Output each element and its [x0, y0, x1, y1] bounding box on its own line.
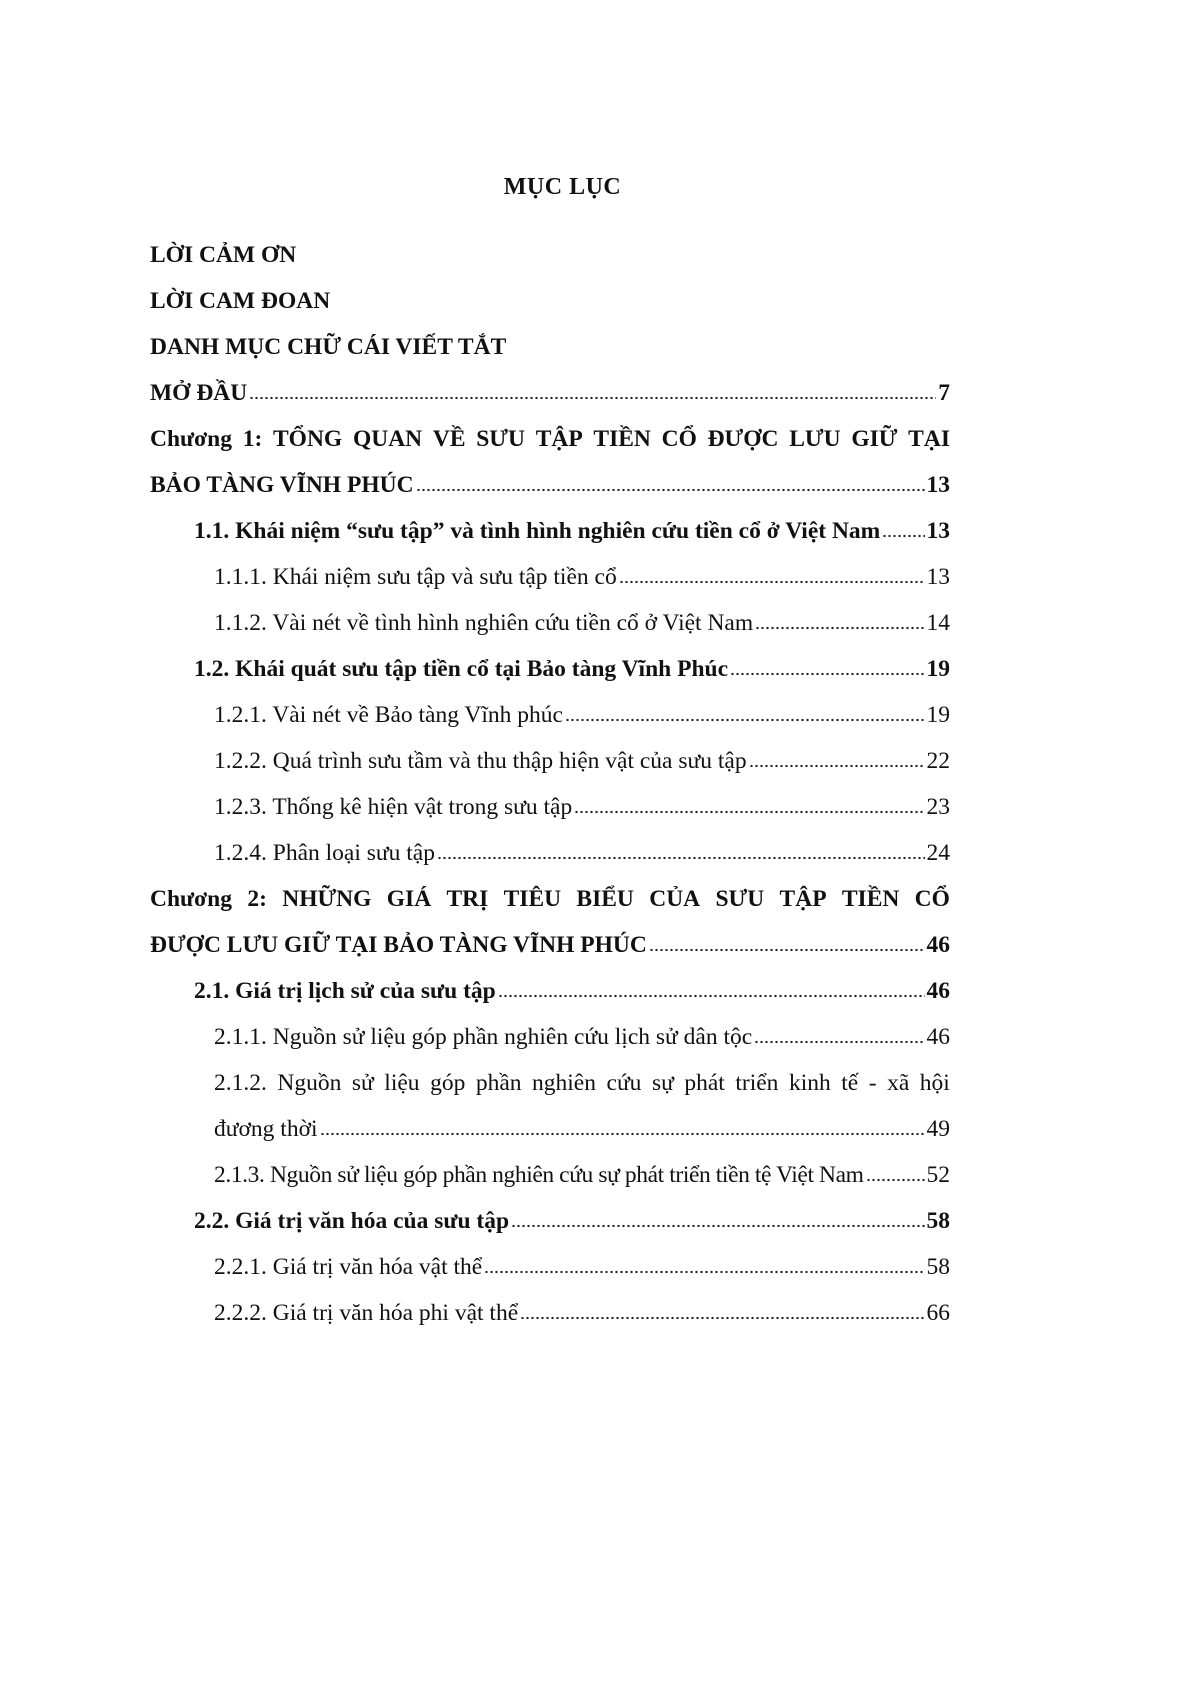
toc-entry-2-2-1 [150, 1244, 950, 1290]
word: tế [841, 1070, 859, 1096]
word: SƯU [476, 426, 525, 452]
dot-leader [565, 712, 925, 722]
word: LƯU [789, 426, 841, 452]
dot-leader [498, 988, 925, 998]
toc-entry-2-1 [150, 968, 950, 1014]
toc-entry-2-1-2-line2 [150, 1106, 950, 1152]
toc-entry-1-2-2 [150, 738, 950, 784]
toc-page-number: 19 [926, 656, 950, 682]
toc-page-number: 52 [926, 1162, 950, 1188]
word: sự [651, 1070, 674, 1096]
toc-entry-text: BẢO TÀNG VĨNH PHÚC [150, 472, 414, 498]
toc-entry-1-2-4 [150, 830, 950, 876]
toc-entry-1-2 [150, 646, 950, 692]
toc-page-number: 46 [926, 932, 950, 958]
word: Chương [150, 886, 232, 912]
word: 2.1.2. [214, 1070, 267, 1096]
toc-page-number: 58 [926, 1254, 950, 1280]
toc-entry-text: 1.2.1. Vài nét về Bảo tàng Vĩnh phúc [214, 702, 563, 728]
word: triển [735, 1070, 779, 1096]
toc-entry-text: MỞ ĐẦU [150, 380, 248, 406]
word: CỔ [661, 426, 697, 452]
toc-chapter2-line2 [150, 922, 950, 968]
toc-page-number: 46 [926, 1024, 950, 1050]
word: TỔNG [273, 426, 343, 452]
word: liệu [384, 1070, 420, 1096]
word: TẬP [779, 886, 827, 912]
dot-leader [730, 666, 924, 676]
dot-leader [882, 528, 924, 538]
word: - [868, 1070, 877, 1096]
dot-leader [754, 1034, 924, 1044]
dot-leader [749, 758, 925, 768]
word: SƯU [715, 886, 765, 912]
toc-entry-text: 1.1. Khái niệm “sưu tập” và tình hình nghiên cứu tiền cổ ở Việt Nam [194, 518, 881, 544]
toc-entry-1-2-1 [150, 692, 950, 738]
dot-leader [866, 1172, 925, 1182]
toc-entry-2-1-3 [150, 1152, 950, 1198]
toc-page-number: 14 [926, 610, 950, 636]
toc-page-number: 58 [926, 1208, 950, 1234]
toc-page-number: 13 [926, 564, 950, 590]
dot-leader [416, 482, 925, 492]
word: Chương [150, 426, 232, 452]
word: BIỂU [576, 886, 634, 912]
toc-entry-text: 1.1.2. Vài nét về tình hình nghiên cứu tiền cổ ở Việt Nam [214, 610, 754, 636]
toc-entry-text: 1.2.4. Phân loại sưu tập [214, 840, 435, 866]
toc-entry-1-1 [150, 508, 950, 554]
toc-entry-text: 2.1. Giá trị lịch sử của sưu tập [194, 978, 496, 1004]
toc-page-number: 7 [938, 380, 950, 406]
toc-page-number: 23 [926, 794, 950, 820]
word: ĐƯỢC [707, 426, 779, 452]
toc-page-number: 66 [926, 1300, 950, 1326]
toc-entry-text: đương thời [214, 1116, 318, 1142]
word: Nguồn [277, 1070, 342, 1096]
word: 2: [247, 886, 267, 912]
dot-leader [649, 942, 925, 952]
toc-chapter1-line2 [150, 462, 950, 508]
toc-page-number: 49 [926, 1116, 950, 1142]
word: TIỀN [841, 886, 900, 912]
dot-leader [249, 390, 936, 400]
toc-entry-1-2-3 [150, 784, 950, 830]
word: VỀ [432, 426, 466, 452]
toc-entry-text: 2.1.1. Nguồn sử liệu góp phần nghiên cứu lịch sử dân tộc [214, 1024, 753, 1050]
toc-entry-text: 1.2. Khái quát sưu tập tiền cổ tại Bảo tàng Vĩnh Phúc [194, 656, 729, 682]
toc-entry-text: LỜI CAM ĐOAN [150, 288, 331, 314]
toc-page-number: 24 [926, 840, 950, 866]
toc-entry-2-2-2 [150, 1290, 950, 1336]
toc-page-number: 46 [926, 978, 950, 1004]
toc-entry-text: 2.2.1. Giá trị văn hóa vật thể [214, 1254, 483, 1280]
word: GIỮ [851, 426, 898, 452]
toc-entry-1-1-1 [150, 554, 950, 600]
dot-leader [619, 574, 925, 584]
word: GIÁ [386, 886, 432, 912]
dot-leader [755, 620, 924, 630]
toc-title: MỤC LỤC [503, 174, 622, 200]
word: TRỊ [446, 886, 489, 912]
toc-chapter2-line1 [150, 876, 950, 922]
word: TẠI [908, 426, 950, 452]
word: hội [919, 1070, 950, 1096]
toc-entry-2-2 [150, 1198, 950, 1244]
word: sử [351, 1070, 374, 1096]
toc-entry-2-1-1 [150, 1014, 950, 1060]
toc-entry-acknowledgements [150, 232, 950, 278]
toc-entry-abbreviations [150, 324, 950, 370]
toc-entry-declaration [150, 278, 950, 324]
toc-entry-text: 2.1.3. Nguồn sử liệu góp phần nghiên cứu sự phát triển tiền tệ Việt Nam [214, 1162, 864, 1188]
dot-leader [320, 1126, 925, 1136]
toc-page-number: 13 [926, 472, 950, 498]
toc-entry-text: 2.2. Giá trị văn hóa của sưu tập [194, 1208, 510, 1234]
toc-entry-2-1-2-line1 [150, 1060, 950, 1106]
toc-entries [150, 232, 950, 1336]
toc-entry-text: 1.2.3. Thống kê hiện vật trong sưu tập [214, 794, 573, 820]
word: TIÊU [503, 886, 562, 912]
toc-entry-1-1-2 [150, 600, 950, 646]
toc-entry-text: 1.2.2. Quá trình sưu tầm và thu thập hiện vật của sưu tập [214, 748, 747, 774]
word: nghiên [532, 1070, 596, 1096]
word: TIỀN [593, 426, 651, 452]
dot-leader [511, 1218, 924, 1228]
toc-entry-introduction [150, 370, 950, 416]
word: xã [887, 1070, 910, 1096]
word: NHỮNG [282, 886, 372, 912]
word: QUAN [352, 426, 423, 452]
toc-page-number: 19 [926, 702, 950, 728]
word: phần [475, 1070, 522, 1096]
dot-leader [574, 804, 924, 814]
dot-leader [437, 850, 925, 860]
word: phát [684, 1070, 725, 1096]
toc-entry-text: 1.1.1. Khái niệm sưu tập và sưu tập tiền cổ [214, 564, 617, 590]
word: góp [430, 1070, 466, 1096]
word: CỔ [914, 886, 950, 912]
word: 1: [242, 426, 263, 452]
toc-entry-text: DANH MỤC CHỮ CÁI VIẾT TẮT [150, 334, 507, 360]
word: CỦA [649, 886, 701, 912]
dot-leader [484, 1264, 924, 1274]
toc-entry-text: ĐƯỢC LƯU GIỮ TẠI BẢO TÀNG VĨNH PHÚC [150, 932, 647, 958]
word: cứu [606, 1070, 642, 1096]
dot-leader [520, 1310, 924, 1320]
toc-chapter1-line1 [150, 416, 950, 462]
word: kinh [788, 1070, 831, 1096]
toc-entry-text: 2.2.2. Giá trị văn hóa phi vật thể [214, 1300, 519, 1326]
toc-entry-text: LỜI CẢM ƠN [150, 242, 297, 268]
toc-page-number: 22 [926, 748, 950, 774]
word: TẬP [535, 426, 583, 452]
toc-page-number: 13 [926, 518, 950, 544]
